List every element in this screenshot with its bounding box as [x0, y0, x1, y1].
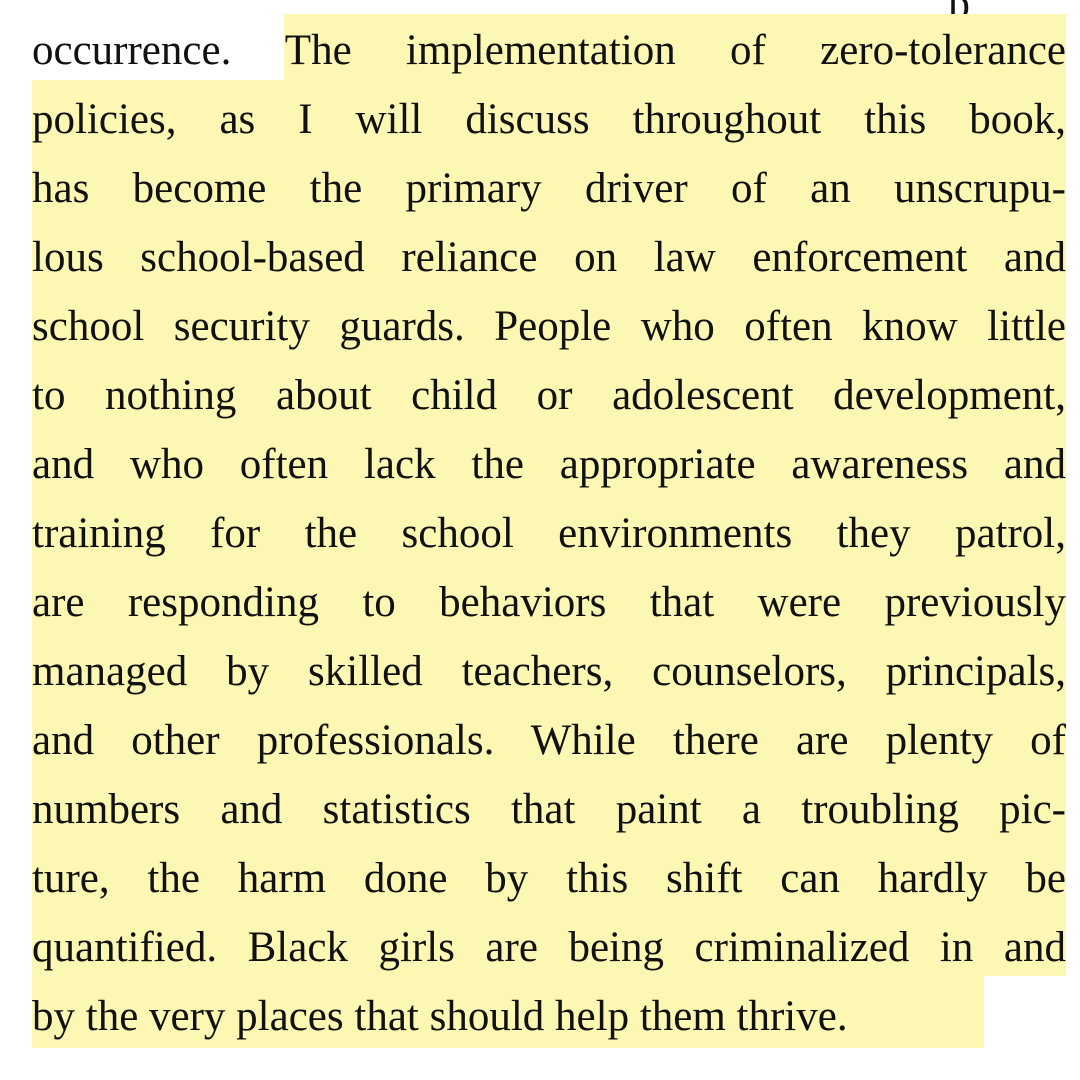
text-line-11: [32, 706, 1066, 775]
line-text: quantified. Black girls are being criminalized in and: [32, 924, 1066, 971]
text-line-9: [32, 568, 1066, 637]
line-text: lous school-based reliance on law enforcement and: [32, 234, 1066, 281]
text-line-7: [32, 430, 1066, 499]
text-line-15: [32, 982, 1066, 1051]
text-line-13: [32, 844, 1066, 913]
text-line-5: [32, 292, 1066, 361]
line-text: ture, the harm done by this shift can hardly be: [32, 855, 1066, 902]
line-text: by the very places that should help them thrive.: [32, 993, 848, 1040]
line-text: and who often lack the appropriate awareness and: [32, 441, 1066, 488]
text-line-1: [32, 16, 1066, 85]
text-line-4: [32, 223, 1066, 292]
line-text: to nothing about child or adolescent development,: [32, 372, 1066, 419]
text-line-8: [32, 499, 1066, 568]
line-text: numbers and statistics that paint a troubling pic-: [32, 786, 1066, 833]
line-text: policies, as I will discuss throughout this book,: [32, 96, 1066, 143]
text-line-12: [32, 775, 1066, 844]
text-line-6: [32, 361, 1066, 430]
line-text: training for the school environments they patrol,: [32, 510, 1066, 557]
line-text: managed by skilled teachers, counselors, principals,: [32, 648, 1066, 695]
text-line-2: [32, 85, 1066, 154]
highlighted-passage[interactable]: [32, 16, 1066, 1051]
plain-text-segment: occurrence.: [32, 27, 285, 74]
text-line-14: [32, 913, 1066, 982]
line-text: and other professionals. While there are plenty of: [32, 717, 1066, 764]
highlighted-text-segment: The implementation of zero-tolerance: [284, 27, 1066, 74]
line-text: school security guards. People who often know little: [32, 303, 1066, 350]
line-text: has become the primary driver of an unscrupu-: [32, 165, 1066, 212]
text-line-10: [32, 637, 1066, 706]
line-text: are responding to behaviors that were previously: [32, 579, 1066, 626]
text-line-3: [32, 154, 1066, 223]
